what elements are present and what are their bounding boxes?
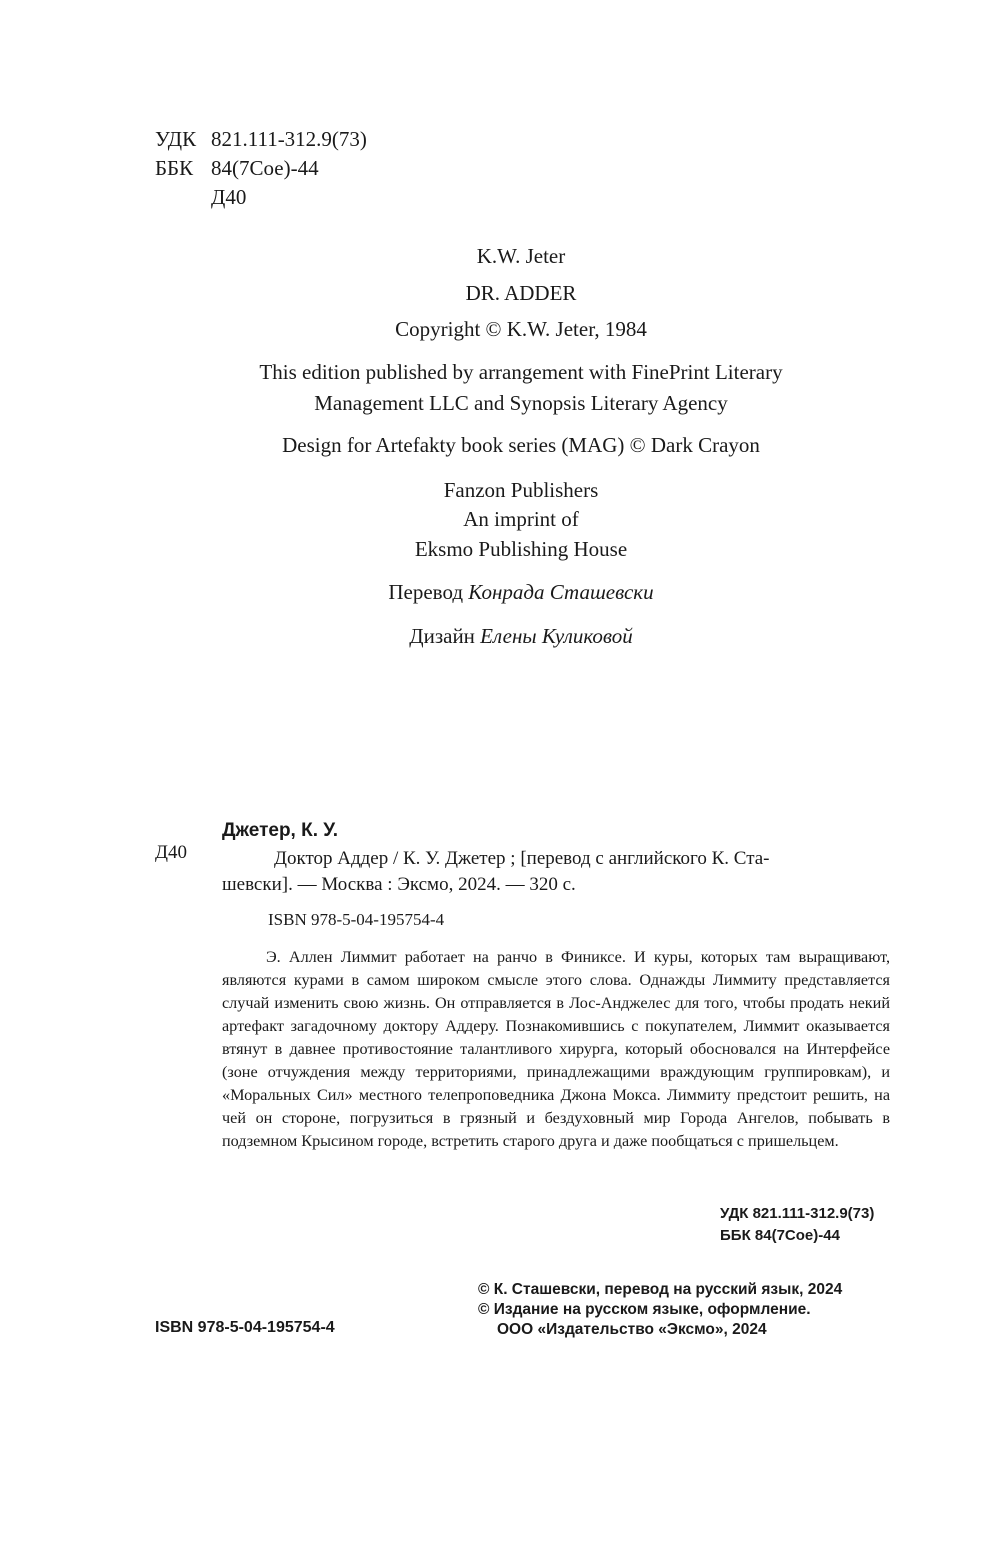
design-credit: Design for Artefakty book series (MAG) © Dark Crayon — [282, 433, 760, 457]
udk-label: УДК — [155, 127, 197, 151]
udk-line — [155, 125, 367, 154]
translator-name: Конрада Сташевски — [468, 580, 654, 604]
card-bbk: ББК 84(7Сое)-44 — [720, 1227, 840, 1244]
annotation-text: Э. Аллен Лиммит работает на ранчо в Финиксе. И куры, которых там выращивают, являются курами в самом широком смысле этого слова. Однажды Лиммиту представляется случай изменить свою жизнь. Он отправляется в Лос-Анджелес для того, чтобы продать некий артефакт загадочному доктору Аддеру. Познакомившись с покупателем, Лиммит оказывается втянут в давнее противостояние талантливого хирурга, который обосновался на Интерфейсе (зоне отчуждения между территориями, принадлежащими враждующим группировкам), и «Моральных Сил» местного телепроповедника Джона Мокса. Лиммиту предстоит решить, на чей он стороне, погрузиться в грязный и бездуховный мир Города Ангелов, побывать в подземном Крысином городе, встретить старого друга и даже пообщаться с пришельцем. — [222, 948, 890, 1150]
author-mark: Д40 — [211, 185, 247, 209]
card-codes — [720, 1203, 874, 1247]
translation-credit — [0, 577, 1000, 608]
copyright-block — [478, 1280, 842, 1340]
copyright-translation: © К. Сташевски, перевод на русский язык, 2024 — [478, 1281, 843, 1298]
publisher-line-3: Eksmo Publishing House — [414, 537, 628, 561]
card-isbn: ISBN 978-5-04-195754-4 — [268, 910, 445, 929]
designer-credit — [0, 621, 1000, 652]
copyright-publisher: ООО «Издательство «Эксмо», 2024 — [497, 1321, 767, 1338]
publisher-line-1: Fanzon Publishers — [443, 478, 599, 502]
udk-value: 821.111-312.9(73) — [211, 127, 367, 151]
bbk-line — [155, 154, 319, 183]
card-description-line-2: шевски]. — Москва : Эксмо, 2024. — 320 с. — [222, 874, 576, 895]
bbk-value: 84(7Сое)-44 — [211, 156, 319, 180]
bbk-label: ББК — [155, 156, 194, 180]
card-author: Джетер, К. У. — [222, 820, 338, 841]
original-copyright: Copyright © K.W. Jeter, 1984 — [395, 317, 647, 341]
design-label: Дизайн — [409, 624, 475, 648]
card-udk: УДК 821.111-312.9(73) — [720, 1205, 875, 1222]
designer-name: Елены Куликовой — [480, 624, 633, 648]
isbn-bottom: ISBN 978-5-04-195754-4 — [155, 1319, 335, 1336]
translation-label: Перевод — [388, 580, 464, 604]
copyright-edition: © Издание на русском языке, оформление. — [478, 1301, 811, 1318]
original-author: K.W. Jeter — [476, 244, 566, 268]
publisher-line-2: An imprint of — [463, 507, 579, 531]
card-description-line-1: Доктор Аддер / К. У. Джетер ; [перевод с английского К. Ста- — [274, 848, 770, 869]
card-code: Д40 — [155, 842, 187, 863]
annotation — [222, 946, 890, 1153]
arrangement-line-2: Management LLC and Synopsis Literary Agency — [314, 391, 728, 415]
arrangement-line-1: This edition published by arrangement with FinePrint Literary — [259, 360, 783, 384]
original-title: DR. ADDER — [465, 281, 577, 305]
